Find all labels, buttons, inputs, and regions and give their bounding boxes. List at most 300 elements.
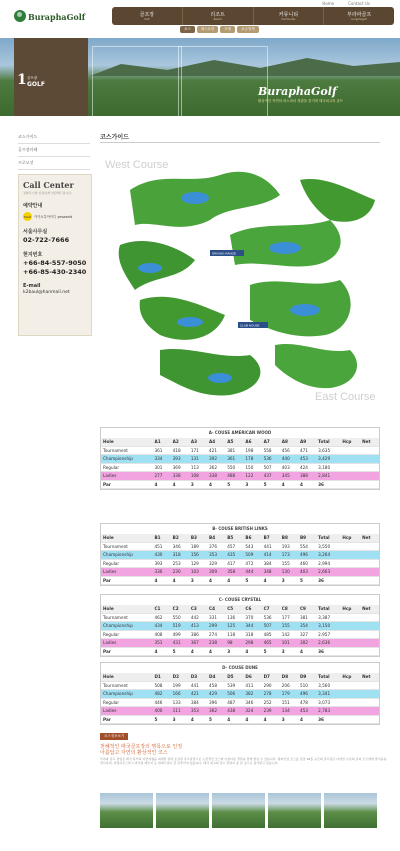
course-table-a [100, 427, 380, 490]
table-row [101, 446, 379, 455]
table-cell: 509 [243, 551, 261, 560]
table-cell: 156 [189, 551, 207, 560]
call-center-box [18, 174, 92, 336]
table-caption: D- COUSE DUNE [222, 665, 258, 670]
subheading-line-1: 천혜적인 태국골프장의 명목으로 인정 [100, 744, 183, 750]
table-cell: 550 [225, 463, 243, 472]
table-cell: 367 [189, 639, 207, 648]
top-links [322, 1, 370, 6]
kakao-talk-icon: TALK [23, 212, 32, 221]
table-cell: 421 [207, 446, 225, 455]
table-cell: 510 [298, 681, 316, 690]
table-row [101, 568, 379, 577]
table-cell: 519 [171, 622, 189, 631]
table-cell: 344 [243, 622, 261, 631]
table-cell: 353 [189, 707, 207, 716]
table-cell: 384 [189, 698, 207, 707]
table-cell [360, 455, 379, 464]
table-cell [360, 446, 379, 455]
table-cell [340, 647, 360, 656]
table-cell: 111 [171, 707, 189, 716]
table-cell: 496 [298, 551, 316, 560]
column-header: A2 [171, 438, 189, 446]
table-cell [360, 551, 379, 560]
table-cell [360, 542, 379, 551]
course-table-b [100, 523, 380, 586]
table-cell: 4 [298, 715, 316, 724]
table-cell: 369 [171, 463, 189, 472]
table-cell: 550 [171, 613, 189, 622]
column-header: C9 [298, 605, 316, 613]
contact-link[interactable]: Contact Us [348, 1, 370, 6]
table-cell: 453 [298, 707, 316, 716]
table-cell: 230 [171, 568, 189, 577]
table-cell [360, 647, 379, 656]
table-row [101, 576, 379, 585]
table-cell: 179 [280, 690, 298, 699]
table-cell: 173 [280, 551, 298, 560]
table-cell: 346 [243, 698, 261, 707]
home-link[interactable]: Home [322, 1, 335, 6]
subnav-hotel[interactable]: 호텔 [220, 26, 235, 33]
table-cell: Par [101, 576, 152, 585]
course-table-c [100, 594, 380, 657]
table-cell: 36 [316, 480, 340, 489]
table-cell: 3 [225, 647, 243, 656]
table-cell: 4 [262, 715, 280, 724]
table-cell [340, 698, 360, 707]
table-row [101, 559, 379, 568]
course-table-d [100, 662, 380, 725]
table-cell: Tournament [101, 681, 152, 690]
table-cell: 4 [207, 647, 225, 656]
table-row [101, 455, 379, 464]
column-header: C8 [280, 605, 298, 613]
logo-text: BuraphaGolf [28, 12, 86, 22]
table-cell [340, 630, 360, 639]
table-cell: 113 [189, 463, 207, 472]
table-cell: 171 [189, 446, 207, 455]
table-cell: 434 [152, 622, 170, 631]
table-cell: 278 [262, 690, 280, 699]
table-cell: 418 [171, 446, 189, 455]
column-header: C1 [152, 605, 170, 613]
table-cell: 2,783 [316, 707, 340, 716]
table-cell [340, 707, 360, 716]
table-cell [340, 551, 360, 560]
table-cell: 5 [225, 480, 243, 489]
table-cell: Ladies [101, 568, 152, 577]
column-header: Hole [101, 605, 152, 613]
table-cell: 382 [243, 690, 261, 699]
column-header: Total [316, 534, 340, 542]
table-cell: 3 [280, 576, 298, 585]
table-cell: 118 [225, 630, 243, 639]
column-header: D5 [225, 673, 243, 681]
nav-sub: Community [281, 18, 296, 21]
table-row [101, 472, 379, 481]
table-cell [360, 480, 379, 489]
table-row [101, 647, 379, 656]
table-cell: 496 [298, 690, 316, 699]
table-cell: 5 [207, 715, 225, 724]
table-cell: Tournament [101, 542, 152, 551]
column-header: B4 [207, 534, 225, 542]
table-cell [340, 690, 360, 699]
photo-strip [100, 793, 377, 828]
table-cell: 130 [280, 568, 298, 577]
table-cell: 361 [152, 446, 170, 455]
table-cell [340, 568, 360, 577]
table-cell: Championship [101, 622, 152, 631]
table-cell: 381 [225, 446, 243, 455]
table-row [101, 681, 379, 690]
table-cell: 453 [298, 455, 316, 464]
table-row [101, 463, 379, 472]
table-cell: Ladies [101, 472, 152, 481]
table-cell: 417 [225, 559, 243, 568]
table-cell: 36 [316, 576, 340, 585]
table-cell: 238 [207, 639, 225, 648]
column-header: Total [316, 605, 340, 613]
table-cell [360, 463, 379, 472]
table-cell: 411 [243, 681, 261, 690]
table-cell: Par [101, 715, 152, 724]
table-cell: 274 [207, 630, 225, 639]
table-cell: 302 [298, 639, 316, 648]
table-cell: 336 [152, 568, 170, 577]
table-cell: 4 [225, 576, 243, 585]
table-row [101, 715, 379, 724]
column-header: D4 [207, 673, 225, 681]
table-cell [360, 698, 379, 707]
table-cell: 362 [207, 463, 225, 472]
table-cell [360, 568, 379, 577]
table-cell: 324 [243, 707, 261, 716]
table-cell: 2,663 [316, 568, 340, 577]
table-cell: Regular [101, 630, 152, 639]
column-header: D2 [171, 673, 189, 681]
club-house-label: CLUB HOUSE [240, 323, 260, 328]
local-phone-2: +66-85-430-2340 [23, 268, 87, 276]
table-cell: 3 [171, 715, 189, 724]
column-header: Net [360, 673, 379, 681]
table-cell: 108 [189, 472, 207, 481]
table-cell: 2,957 [316, 630, 340, 639]
title-divider [100, 142, 380, 143]
table-cell: Par [101, 480, 152, 489]
column-header: C6 [243, 605, 261, 613]
table-cell: 3,387 [316, 613, 340, 622]
table-cell: Championship [101, 690, 152, 699]
hero-panel [178, 46, 268, 118]
column-header: Hcp [340, 534, 360, 542]
site-logo[interactable] [14, 8, 84, 28]
table-cell: 396 [207, 698, 225, 707]
callcenter-desc: 전화주시면 친절하게 상담해드립니다. [23, 191, 73, 195]
table-row [101, 690, 379, 699]
course-photo[interactable] [268, 793, 321, 828]
table-cell: 150 [243, 463, 261, 472]
nav-golf[interactable] [112, 7, 182, 25]
subnav-course[interactable]: 코스 [180, 26, 195, 33]
table-row [101, 639, 379, 648]
table-cell: 4 [171, 480, 189, 489]
column-header: Total [316, 673, 340, 681]
nav-buraphagolf[interactable] [323, 7, 394, 25]
table-cell [340, 681, 360, 690]
table-cell: 424 [298, 463, 316, 472]
table-cell: 506 [225, 690, 243, 699]
sidemenu-course-guide[interactable]: 코스가이드 [18, 131, 90, 144]
table-cell: 301 [152, 463, 170, 472]
table-cell: 178 [243, 455, 261, 464]
column-header: A5 [225, 438, 243, 446]
driving-range-label: DRIVING RANGE [212, 251, 237, 256]
table-cell: 252 [262, 698, 280, 707]
table-cell: 485 [262, 630, 280, 639]
table-cell: 446 [152, 698, 170, 707]
table-cell: 408 [152, 630, 170, 639]
table-cell: 345 [280, 472, 298, 481]
table-cell: 206 [280, 681, 298, 690]
sub-nav [180, 26, 259, 33]
table-cell: Ladies [101, 707, 152, 716]
table-row [101, 542, 379, 551]
nav-label: 부라파골프 [347, 12, 372, 18]
table-cell: 558 [262, 446, 280, 455]
sidemenu-promotion[interactable]: 프로모션 [18, 157, 90, 170]
table-cell [360, 622, 379, 631]
table-cell: 5 [262, 647, 280, 656]
table-cell: 277 [152, 472, 170, 481]
email-link[interactable]: k2baul@hanmail.net [23, 290, 70, 295]
table-cell: 437 [262, 472, 280, 481]
table-cell: Championship [101, 455, 152, 464]
table-cell: 3,180 [316, 463, 340, 472]
table-cell: 539 [225, 681, 243, 690]
table-cell: 151 [280, 698, 298, 707]
table-cell [340, 715, 360, 724]
table-row [101, 613, 379, 622]
table-cell: 441 [262, 542, 280, 551]
table-cell: 239 [262, 707, 280, 716]
column-header: D9 [298, 673, 316, 681]
course-photo[interactable] [212, 793, 265, 828]
scorecard-table [101, 438, 379, 489]
column-header: A7 [262, 438, 280, 446]
table-cell: 318 [171, 551, 189, 560]
table-cell: 451 [152, 542, 170, 551]
table-cell: 488 [225, 472, 243, 481]
table-cell: 5 [243, 576, 261, 585]
column-header: Hole [101, 438, 152, 446]
table-cell: 536 [262, 455, 280, 464]
seoul-label: 서울사무실 [23, 229, 48, 235]
section-box [14, 38, 88, 116]
table-cell: 298 [243, 639, 261, 648]
table-cell: 299 [207, 622, 225, 631]
column-header: Net [360, 605, 379, 613]
table-cell: 4 [171, 576, 189, 585]
table-caption: B- COUSE BRITISH LINKS [212, 526, 268, 531]
column-header: Hole [101, 673, 152, 681]
kakao-contact[interactable] [23, 212, 87, 221]
course-photo[interactable] [156, 793, 209, 828]
table-cell: 189 [189, 542, 207, 551]
table-cell: Tournament [101, 613, 152, 622]
subnav-rates[interactable]: 요금정책 [237, 26, 259, 33]
table-cell: 334 [152, 455, 170, 464]
nav-sub: Golf [144, 18, 150, 21]
table-cell: 462 [152, 613, 170, 622]
table-cell: 338 [171, 472, 189, 481]
column-header: Net [360, 534, 379, 542]
table-cell: 460 [298, 559, 316, 568]
table-cell: Par [101, 647, 152, 656]
column-header: B8 [280, 534, 298, 542]
table-cell: 36 [316, 715, 340, 724]
reserve-label: 예약안내 [23, 203, 43, 209]
subnav-restaurant[interactable]: 레스토랑 [197, 26, 219, 33]
table-cell: 348 [262, 568, 280, 577]
table-cell: 354 [298, 622, 316, 631]
table-row [101, 622, 379, 631]
table-cell: 136 [225, 613, 243, 622]
table-cell [340, 559, 360, 568]
table-cell: 370 [243, 613, 261, 622]
table-cell: 444 [243, 568, 261, 577]
table-cell [360, 472, 379, 481]
table-row [101, 480, 379, 489]
table-cell [340, 480, 360, 489]
table-cell: 508 [152, 681, 170, 690]
course-photo[interactable] [324, 793, 377, 828]
table-cell: 4 [152, 480, 170, 489]
subheading-line-2: 아름답고 자연의 환상적인 코스 [100, 750, 168, 756]
table-cell: 403 [298, 568, 316, 577]
table-cell: 331 [207, 613, 225, 622]
column-header: A1 [152, 438, 170, 446]
table-cell: 177 [280, 613, 298, 622]
column-header: Net [360, 438, 379, 446]
table-cell: 4 [298, 480, 316, 489]
table-cell: 3,150 [316, 622, 340, 631]
table-cell: 5 [298, 576, 316, 585]
table-cell: 98 [225, 639, 243, 648]
table-cell: 329 [207, 559, 225, 568]
table-cell: 4 [152, 647, 170, 656]
table-cell: 440 [280, 455, 298, 464]
kakao-id: 카카오톡아이디 yesworld [34, 214, 73, 219]
table-cell: 353 [207, 551, 225, 560]
sidemenu-gallery[interactable]: 골프장카테 [18, 144, 90, 157]
table-cell: 393 [171, 455, 189, 464]
course-info-button[interactable]: 코스정보보기 [100, 733, 128, 740]
table-cell: 435 [225, 551, 243, 560]
table-cell: 36 [316, 647, 340, 656]
table-cell: 507 [262, 463, 280, 472]
table-cell: 3 [189, 480, 207, 489]
table-cell [340, 576, 360, 585]
table-cell: 487 [225, 698, 243, 707]
table-cell: 421 [189, 690, 207, 699]
table-cell: Regular [101, 463, 152, 472]
table-cell: 554 [298, 542, 316, 551]
callcenter-title: Call Center [23, 180, 74, 190]
nav-resort[interactable] [182, 7, 253, 25]
table-cell [340, 455, 360, 464]
table-cell [340, 639, 360, 648]
table-cell [360, 690, 379, 699]
table-cell: 3,550 [316, 542, 340, 551]
column-header: Hcp [340, 438, 360, 446]
table-caption: C- COUSE CRYSTAL [218, 597, 262, 602]
table-caption: A- COUSE AMERICAN WOOD [208, 430, 272, 435]
nav-sub: Resort [213, 18, 222, 21]
course-photo[interactable] [100, 793, 153, 828]
table-cell: 327 [298, 630, 316, 639]
table-cell [340, 542, 360, 551]
table-cell [360, 630, 379, 639]
table-cell: 351 [152, 639, 170, 648]
section-title: GOLF [27, 81, 45, 88]
nav-community[interactable] [253, 7, 324, 25]
table-cell: 431 [171, 639, 189, 648]
table-cell [360, 613, 379, 622]
table-cell: 253 [171, 559, 189, 568]
table-row [101, 698, 379, 707]
table-row [101, 707, 379, 716]
column-header: D7 [262, 673, 280, 681]
column-header: B3 [189, 534, 207, 542]
table-cell: 3 [243, 480, 261, 489]
scorecard-table [101, 534, 379, 585]
main-nav [112, 7, 394, 25]
table-cell: 392 [207, 455, 225, 464]
table-cell: 441 [189, 681, 207, 690]
table-cell: 482 [152, 690, 170, 699]
table-cell: 384 [262, 559, 280, 568]
column-header: A9 [298, 438, 316, 446]
table-cell: 3,264 [316, 551, 340, 560]
table-cell [360, 707, 379, 716]
table-cell: 3,429 [316, 455, 340, 464]
table-cell: 5 [262, 480, 280, 489]
table-cell: 361 [225, 455, 243, 464]
table-cell: 393 [152, 559, 170, 568]
table-cell: 457 [225, 542, 243, 551]
table-cell: 4 [298, 647, 316, 656]
seoul-phone: 02-722-7666 [23, 236, 70, 244]
table-cell: 413 [189, 622, 207, 631]
column-header: D6 [243, 673, 261, 681]
table-cell: Championship [101, 551, 152, 560]
column-header: Hcp [340, 673, 360, 681]
table-cell: 4 [207, 576, 225, 585]
column-header: C4 [207, 605, 225, 613]
table-cell: 4 [243, 715, 261, 724]
column-header: B7 [262, 534, 280, 542]
course-description: 부라파 골프 클럽은 태국 북부의 자연지형을 최대한 살려 조성된 골프클럽으로 도전적인 코스와 아름다운 경관을 함께 즐길 수 있습니다. 챔피언십 코스를 갖춘 36홀 규모의 골프장은 다양한 수준의 골퍼 모두에게 즐거움을 선사하며, 클럽하우스와 드라이빙 레인지 등 편의시설이 잘 갖추어져 있습니다. 태국 최고의 골프 휴양지 중 한 곳으로 평가받고 있습니다. [100, 757, 387, 766]
table-cell: 103 [189, 568, 207, 577]
table-cell: 543 [243, 542, 261, 551]
table-cell: 536 [262, 613, 280, 622]
table-cell: 155 [280, 559, 298, 568]
table-cell: 388 [298, 472, 316, 481]
table-cell: 4 [152, 576, 170, 585]
table-cell: 438 [225, 707, 243, 716]
